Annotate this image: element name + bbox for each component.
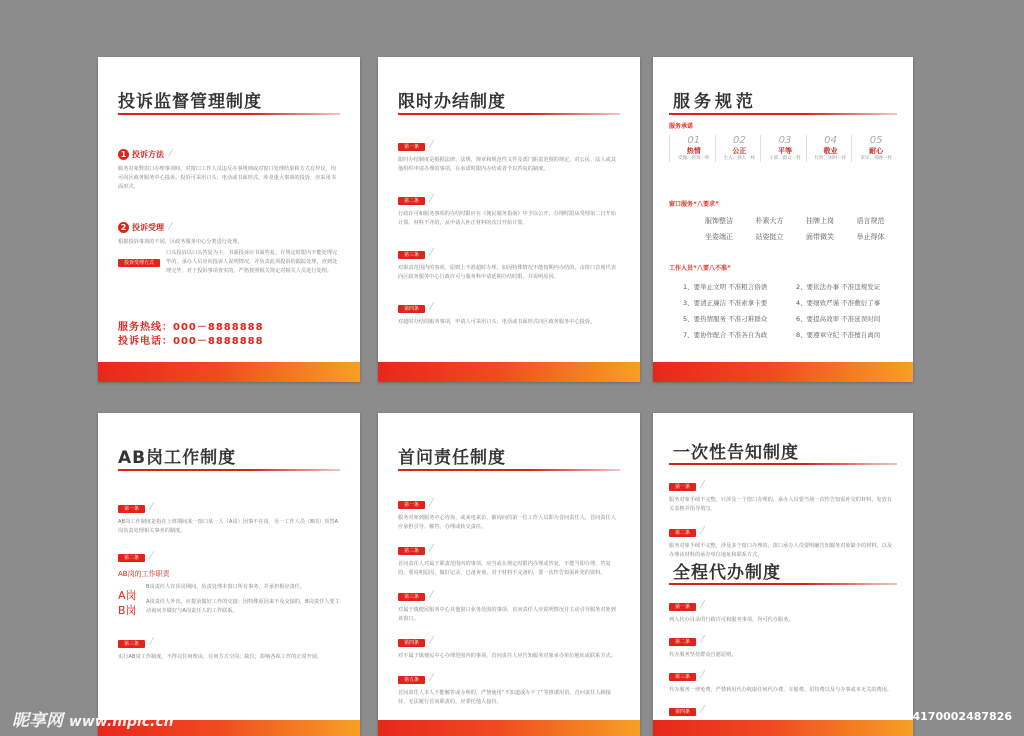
promise-title: 公正: [732, 147, 747, 155]
requirement: 服饰整洁: [705, 217, 733, 225]
decorative-slash: [700, 526, 746, 534]
clause-text: 对属于镇便民服务中心其他窗口业务范围的事项，首问责任人应说明情况并主动引导服务对象到该窗口。: [398, 607, 616, 622]
section-number: 1: [118, 149, 129, 160]
card-complaint-supervision: [98, 57, 360, 382]
clause-tag: 第一条: [669, 483, 696, 491]
clause-text: 服务对象到服务中心咨询、或来电来访，被询问的第一位工作人员即为首问责任人，首问责任人应承担引导、解答、办理或转交责任。: [398, 515, 616, 530]
decorative-slash: [168, 149, 214, 157]
sub-heading: AB岗的工作职责: [118, 570, 170, 578]
requirement: 坐姿端正: [705, 233, 733, 241]
decorative-slash: [429, 498, 475, 506]
clause: [669, 473, 897, 514]
requirement: 挂牌上岗: [806, 217, 834, 225]
card-title-one-time: 一次性告知制度: [673, 443, 799, 463]
clause-tag: 第三条: [669, 673, 696, 681]
b-post: [118, 598, 340, 616]
promise-item: [669, 135, 715, 162]
decorative-slash: [429, 673, 475, 681]
promise-label: 服务承诺: [669, 123, 694, 130]
title-underline: [398, 469, 620, 471]
clause-tag: 第二条: [669, 529, 696, 537]
clause-list-one-time: [669, 473, 897, 560]
bottom-gradient-bar: [378, 362, 640, 382]
clause-tag: 第四条: [398, 639, 425, 647]
card-one-time-notice: [653, 413, 913, 736]
decorative-slash: [429, 248, 475, 256]
title-underline: [669, 583, 897, 585]
eight-dos-donts: [669, 263, 897, 339]
decorative-slash: [429, 302, 475, 310]
section-number: 2: [118, 222, 129, 233]
card-ab-post: [98, 413, 360, 736]
clause-text: 首问责任人本人不能解答或办理的，严禁使用“不知道或办不了”等推诿用语。首问责任人顾接待，无法履行首问职责的，应委托他人接待。: [398, 690, 611, 705]
watermark-logo: [12, 706, 174, 731]
promise-desc: 受理、咨询一样: [678, 156, 710, 161]
clause: [398, 583, 620, 624]
card-service-standards: [653, 57, 913, 382]
title-underline: [118, 113, 340, 115]
clause-tag: 第一条: [398, 143, 425, 151]
section-complaint-method: [118, 142, 340, 192]
title-underline: [669, 113, 897, 115]
clause: [398, 537, 620, 578]
decorative-slash: [149, 502, 195, 510]
section-complaint-accept: [118, 215, 340, 276]
promise-title: 敬业: [823, 147, 838, 155]
title-underline: [398, 113, 620, 115]
rule: 5、要热情服务 不准刁难群众: [683, 315, 768, 323]
clause: [669, 663, 897, 695]
section-text: 根据投诉事项的不同，区政务服务中心分类进行处理。: [118, 239, 243, 245]
promise-number: 02: [733, 135, 746, 146]
requirement: 站姿挺立: [755, 233, 784, 241]
clause-tag: 第三条: [118, 640, 145, 648]
clause-text: 服务对象手续不完整，只涉及一个窗口办理的，承办人员要当场一次性告知需补交的材料，发放有关表格并指导填写。: [669, 497, 893, 512]
clause-list: [398, 133, 620, 327]
decorative-slash: [429, 194, 475, 202]
decorative-slash: [429, 544, 475, 552]
rule: 4、要细致严谨 不准敷衍了事: [796, 299, 881, 307]
clause-text: 对职责范围内的事项，原则上不准超时办理。如因特殊情况不能按期内办结的，由窗口首席代表向区政务服务中心行政许可与服务科申请延期办结时限，并说明原因。: [398, 265, 616, 280]
promise-item: [851, 135, 897, 162]
clause: [669, 519, 897, 560]
requirement: 朴素大方: [755, 217, 784, 225]
clause: [398, 241, 620, 282]
requirement: 语言规范: [856, 217, 885, 225]
promise-number: 03: [778, 135, 792, 146]
section-title: 投诉方法: [132, 150, 164, 159]
section-detail: 口头投诉以口头答复为主，书面投诉应书面答复。在规定时限内不能处理完毕的，承办人员应向投诉人说明情况，并负责此项投诉的跟踪处理，直到处理完毕。对于投诉事项查实的，严格按照相关规定对相关人员进行处理。: [166, 250, 338, 274]
clause-tag: 第二条: [398, 197, 425, 205]
clause: [398, 629, 620, 661]
bottom-gradient-bar: [98, 362, 360, 382]
section-title: 投诉受理: [132, 223, 164, 232]
section-tag: 投诉受理方式: [118, 259, 160, 267]
card-time-limit: [378, 57, 640, 382]
card-title: 服务规范: [673, 92, 757, 112]
decorative-slash: [168, 222, 214, 230]
card-first-inquiry: [378, 413, 640, 736]
rule: 1、要举止文明 不准粗言俗语: [683, 283, 768, 291]
clause-tag: 第一条: [118, 505, 145, 513]
promise-title: 耐心: [869, 147, 884, 155]
clause-tag: 第二条: [398, 547, 425, 555]
clause-tag: 第三条: [398, 251, 425, 259]
decorative-slash: [429, 140, 475, 148]
eight-requirements: [669, 199, 897, 242]
clause: [398, 666, 620, 707]
decorative-slash: [700, 635, 746, 643]
clause-tag: 第四条: [669, 708, 696, 716]
decorative-slash: [429, 636, 475, 644]
clause-tag: 第一条: [669, 603, 696, 611]
clause-text: 限时办结制度是根据法律、法规、规章和规范性文件及部门职责范围的规定，对公民、法人或其他组织申请办理的事项，在承诺时限内办结或者予以答复的制度。: [398, 157, 616, 172]
clause-text: 对超时办结的服务事项，申请人可采用口头、电话或书面形式向区政务服务中心投诉。: [398, 319, 596, 325]
watermark-url: www.nipic.cn: [68, 714, 174, 730]
clause-text: 服务对象手续不完整，涉及多个窗口办理的，窗口承办人员要明确告知服务对象缺少的材料，以及办理该材料的承办单位地址和联系方式。: [669, 543, 893, 558]
promise-desc: 忙时、闲时一样: [814, 156, 847, 161]
promise-desc: 干部、群众一样: [769, 156, 801, 161]
clause-tag: 第二条: [669, 638, 696, 646]
clause-tag: 第四条: [398, 305, 425, 313]
a-post: [118, 583, 340, 602]
card-title: 投诉监督管理制度: [118, 92, 262, 112]
rule: 2、要依法办事 不准违规发证: [796, 283, 881, 291]
decorative-slash: [700, 600, 746, 608]
promise-item: [806, 135, 852, 162]
decorative-slash: [700, 670, 746, 678]
clause: [398, 133, 620, 174]
clause: [669, 628, 897, 660]
watermark-logo-text: 昵享网: [12, 711, 63, 731]
decorative-slash: [700, 480, 746, 488]
clause-text: 代办服务一律免费，严禁利用代办收取任何代办费、车船费、招待费以及与办事或本无关的费用。: [669, 687, 893, 693]
clause-tag: 第二条: [118, 554, 145, 562]
title-underline: [669, 463, 897, 465]
clause-tag: 第三条: [398, 593, 425, 601]
promise-title: 热情: [686, 147, 701, 155]
rule: 6、要提高效率 不准延误时间: [796, 315, 881, 323]
decorative-slash: [149, 551, 195, 559]
a-post-text: B岗责任人在顶岗期间，负责处理本窗口所有事务，并承担相应责任。: [146, 584, 306, 590]
clause-text: 首问责任人对属于职责范围内的事项，应当或在规定时限内办理或答复，不能当即办理、答复的，要说明原因，做好记录，已备查询，对于材料不完备的，要一次性告知需补充的资料。: [398, 561, 611, 576]
decorative-slash: [149, 637, 195, 645]
promise-number: 05: [869, 135, 883, 146]
requirement: 举止得体: [856, 233, 885, 241]
requirements-grid: [669, 216, 897, 242]
b-post-text: A岗责任人外出，应提前做好工作的交接；因特殊原因来不及交接的，B岗责任人要主动询问并做好与A岗责任人的工作联系。: [146, 599, 340, 614]
promise-number: 04: [824, 135, 837, 146]
card-title: 限时办结制度: [398, 92, 506, 112]
rule: 3、要清正廉洁 不准索拿卡要: [683, 299, 768, 307]
title-underline: [118, 469, 340, 471]
bottom-gradient-bar: [378, 720, 640, 736]
clause-text: 列入代办目录的行政许可和服务事项，均可代办服务。: [669, 617, 794, 623]
promise-item: [715, 135, 761, 162]
decorative-slash: [700, 705, 746, 713]
promise-title: 平等: [777, 147, 792, 155]
clause-list: [398, 491, 620, 707]
promise-number: 01: [687, 135, 701, 146]
promise-item: [760, 135, 806, 162]
decorative-slash: [429, 590, 475, 598]
clause-tag: 第一条: [398, 501, 425, 509]
clause-text: AB岗工作制度是指在上班期间某一窗口某一人（A岗）因事不在岗，另一工作人员（B岗）顶替A岗负责处理相关事务的制度。: [118, 519, 339, 534]
clause-tag: 第五条: [398, 676, 425, 684]
watermark-id: ID:4161671 NO:20141224170002487826: [760, 710, 1012, 723]
clause-text: 对不属于镇便民中心办理范围内的事项，首问责任人应告知服务对象承办单位地址或联系方式。: [398, 653, 616, 659]
clause-text: 实行AB岗工作制度，不得以任何理由，任何方式空岗、缺位，影响各项工作的正常开展。: [118, 654, 323, 660]
service-hotline: 服务热线：000－8888888: [118, 322, 264, 333]
clause-text: 行政许可和服务事项的办结时限应在《便民服务指南》中予以公开，办理时限从受理第二日开始计算。材料不齐的，从申请人补正材料的次日开始计算。: [398, 211, 616, 226]
section-text: 服务对象對窗口办理事项時，对窗口工作人员违反办事规则或对窗口处理结果和方式有异议，均可向区政务服务中心投诉。投诉可采用口头、电话或书面形式，涉及重大事项的投诉，应采用书面形式。: [118, 166, 336, 190]
rule: 7、要协作配合 不准各自为政: [683, 331, 768, 339]
promise-list: [669, 135, 897, 162]
rules-grid: [669, 282, 897, 339]
requirement: 面带微笑: [806, 233, 834, 241]
b-post-label: B岗: [118, 604, 137, 617]
clause-text: 代办服务坚持群众自愿原则。: [669, 652, 737, 658]
clause: [398, 491, 620, 532]
card-title-full-agency: 全程代办制度: [673, 563, 781, 583]
clause: [669, 593, 897, 625]
card-title: 首问责任制度: [398, 448, 506, 468]
rule: 8、要遵章守纪 不准擅自离岗: [796, 331, 881, 339]
clause: [398, 187, 620, 228]
ab-content: [118, 495, 340, 662]
promise-desc: 来早、来晚一样: [860, 156, 892, 161]
bottom-gradient-bar: [653, 362, 913, 382]
eight-requirements-label: 窗口服务“八要求”: [669, 201, 719, 208]
promise-desc: 生人、熟人一样: [723, 156, 756, 161]
complaint-phone: 投诉电话：000－8888888: [118, 336, 264, 347]
service-promise: [669, 121, 897, 162]
dos-donts-label: 工作人员“八要八不准”: [669, 265, 731, 272]
clause: [398, 295, 620, 327]
card-title: AB岗工作制度: [118, 448, 237, 468]
a-post-label: A岗: [118, 589, 137, 602]
